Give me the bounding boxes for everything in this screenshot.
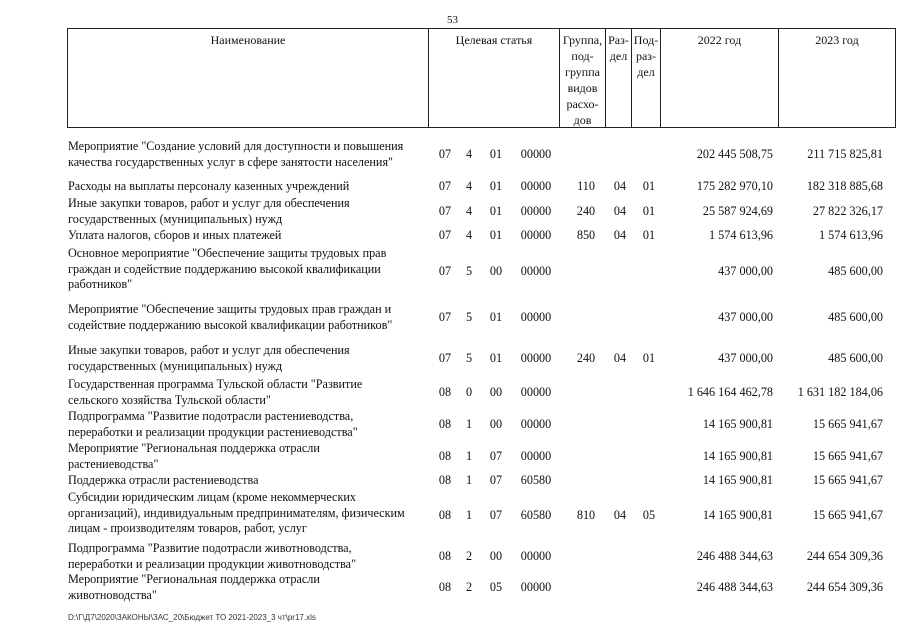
- code-event: 00: [489, 416, 503, 431]
- code-event: 01: [489, 350, 503, 365]
- table-row: [0, 572, 905, 603]
- header-group: [560, 28, 606, 128]
- table-row: [0, 302, 905, 333]
- row-name-line: переработки и реализации продукции растениеводства": [68, 424, 358, 439]
- code-subprogram: 1: [465, 416, 473, 431]
- row-name-line: Мероприятие "Региональная поддержка отрасли: [68, 441, 320, 455]
- table-row: [0, 441, 905, 472]
- code-direction: 00000: [520, 309, 552, 324]
- code-direction: 00000: [520, 548, 552, 563]
- amount-2022: 14 165 900,81: [702, 416, 773, 431]
- row-name: [68, 302, 428, 333]
- row-name-line: Иные закупки товаров, работ и услуг для обеспечения: [68, 196, 350, 210]
- amount-2023: 1 574 613,96: [819, 228, 883, 242]
- row-name-line: содействие поддержанию высокой квалификации работников": [68, 317, 393, 332]
- amount-2022: 175 282 970,10: [696, 179, 773, 193]
- code-direction: 60580: [520, 507, 552, 522]
- code-event: 00: [489, 384, 503, 399]
- code-direction: 00000: [520, 350, 552, 365]
- amount-2023: 15 665 941,67: [812, 507, 883, 522]
- code-event: 01: [489, 309, 503, 324]
- section-code: 04: [613, 350, 627, 365]
- row-name-line: сельского хозяйства Тульской области": [68, 392, 271, 407]
- code-event: 07: [489, 507, 503, 522]
- row-name-line: переработки и реализации продукции животноводства": [68, 556, 357, 571]
- row-name-line: лицам - производителям товаров, работ, услуг: [68, 521, 307, 535]
- header-group-line: дов: [573, 113, 592, 127]
- table-row: [0, 409, 905, 440]
- code-direction: 60580: [520, 473, 552, 487]
- row-name: [68, 228, 428, 244]
- code-subprogram: 0: [465, 384, 473, 399]
- header-subsection: [632, 28, 661, 128]
- code-subprogram: 4: [465, 228, 473, 242]
- row-name-line: качества государственных услуг в сфере занятости населения": [68, 154, 394, 169]
- table-row: [0, 490, 905, 537]
- amount-2023: 211 715 825,81: [807, 146, 883, 161]
- amount-2022: 437 000,00: [718, 263, 773, 278]
- row-name: [68, 377, 428, 408]
- row-name: [68, 409, 428, 440]
- code-program: 07: [438, 146, 452, 161]
- amount-2022: 1 646 164 462,78: [687, 384, 773, 399]
- code-program: 08: [438, 448, 452, 463]
- section-code: 04: [613, 507, 627, 522]
- header-subsection-line: Под-: [633, 33, 659, 47]
- subsection-code: 01: [642, 179, 656, 193]
- expense-group: 110: [577, 179, 595, 193]
- table-row: [0, 473, 905, 489]
- code-event: 01: [489, 203, 503, 218]
- row-name: [68, 343, 428, 374]
- code-event: 07: [489, 473, 503, 487]
- expense-group: 240: [576, 203, 596, 218]
- code-direction: 00000: [520, 228, 552, 242]
- amount-2023: 27 822 326,17: [812, 203, 883, 218]
- table-row: [0, 246, 905, 293]
- row-name-line: Расходы на выплаты персоналу казенных учреждений: [68, 179, 350, 193]
- code-program: 08: [438, 507, 452, 522]
- code-direction: 00000: [520, 263, 552, 278]
- row-name-line: животноводства": [68, 587, 157, 602]
- row-name: [68, 196, 428, 227]
- amount-2022: 1 574 613,96: [709, 228, 773, 242]
- row-name-line: Поддержка отрасли растениеводства: [68, 473, 259, 487]
- row-name-line: Подпрограмма "Развитие подотрасли растениеводства,: [68, 409, 354, 423]
- amount-2022: 14 165 900,81: [702, 448, 773, 463]
- code-program: 08: [438, 548, 452, 563]
- amount-2023: 182 318 885,68: [806, 179, 883, 193]
- code-event: 01: [489, 179, 503, 193]
- table-row: [0, 179, 905, 195]
- code-direction: 00000: [520, 146, 552, 161]
- header-group-line: группа: [565, 65, 600, 79]
- code-subprogram: 1: [465, 448, 473, 463]
- header-group-line: видов: [567, 81, 598, 95]
- subsection-code: 01: [642, 228, 656, 242]
- table-row: [0, 196, 905, 227]
- code-program: 08: [438, 416, 452, 431]
- amount-2022: 14 165 900,81: [702, 507, 773, 522]
- row-name: [68, 441, 428, 472]
- row-name-line: организаций), индивидуальным предпринимателям, физическим: [68, 505, 405, 520]
- header-year-2022: 2022 год: [661, 28, 779, 128]
- code-event: 01: [489, 146, 503, 161]
- code-subprogram: 2: [465, 579, 473, 594]
- row-name-line: Подпрограмма "Развитие подотрасли животноводства,: [68, 541, 352, 555]
- row-name-line: Мероприятие "Обеспечение защиты трудовых прав граждан и: [68, 302, 392, 316]
- amount-2022: 437 000,00: [718, 350, 773, 365]
- header-group-line: Группа,: [562, 33, 603, 47]
- row-name: [68, 473, 428, 489]
- amount-2023: 15 665 941,67: [812, 416, 883, 431]
- code-subprogram: 5: [465, 309, 473, 324]
- amount-2022: 246 488 344,63: [696, 548, 773, 563]
- amount-2022: 437 000,00: [718, 309, 773, 324]
- code-event: 05: [489, 579, 503, 594]
- row-name-line: государственных (муниципальных) нужд: [68, 211, 283, 226]
- header-section-line: дел: [609, 49, 628, 63]
- code-event: 07: [489, 448, 503, 463]
- code-program: 07: [438, 228, 452, 242]
- code-program: 07: [438, 263, 452, 278]
- code-subprogram: 4: [465, 146, 473, 161]
- expense-group: 850: [576, 228, 596, 242]
- amount-2023: 244 654 309,36: [806, 548, 883, 563]
- row-name-line: Государственная программа Тульской области "Развитие: [68, 377, 363, 391]
- expense-group: 240: [576, 350, 596, 365]
- row-name: [68, 179, 428, 195]
- code-subprogram: 1: [465, 473, 473, 487]
- row-name: [68, 246, 428, 293]
- header-name: Наименование: [67, 28, 429, 128]
- code-program: 08: [438, 384, 452, 399]
- row-name-line: Уплата налогов, сборов и иных платежей: [68, 228, 282, 242]
- code-direction: 00000: [520, 579, 552, 594]
- code-subprogram: 4: [465, 179, 473, 193]
- table-row: [0, 343, 905, 374]
- code-program: 07: [438, 309, 452, 324]
- code-subprogram: 1: [465, 507, 473, 522]
- code-direction: 00000: [520, 384, 552, 399]
- code-direction: 00000: [520, 416, 552, 431]
- header-section-line: Раз-: [608, 33, 629, 47]
- page-number: 53: [447, 14, 458, 26]
- subsection-code: 01: [642, 350, 656, 365]
- amount-2022: 246 488 344,63: [696, 579, 773, 594]
- row-name-line: Основное мероприятие "Обеспечение защиты трудовых прав: [68, 246, 387, 260]
- code-direction: 00000: [520, 203, 552, 218]
- amount-2022: 25 587 924,69: [702, 203, 773, 218]
- row-name-line: растениеводства": [68, 456, 159, 471]
- table-row: [0, 139, 905, 170]
- header-group-line: расхо-: [566, 97, 599, 111]
- code-direction: 00000: [520, 179, 552, 193]
- code-program: 07: [438, 350, 452, 365]
- section-code: 04: [613, 228, 627, 242]
- row-name-line: работников": [68, 277, 133, 291]
- code-event: 01: [489, 228, 503, 242]
- amount-2023: 485 600,00: [828, 309, 883, 324]
- amount-2022: 202 445 508,75: [696, 146, 773, 161]
- subsection-code: 01: [642, 203, 656, 218]
- row-name-line: граждан и содействие поддержанию высокой квалификации: [68, 261, 381, 276]
- header-target: Целевая статья: [429, 28, 560, 128]
- header-group-line: под-: [571, 49, 594, 63]
- code-subprogram: 5: [465, 263, 473, 278]
- code-program: 08: [438, 579, 452, 594]
- table-row: [0, 377, 905, 408]
- table-row: [0, 228, 905, 244]
- code-program: 07: [438, 179, 452, 193]
- code-program: 08: [438, 473, 452, 487]
- code-direction: 00000: [520, 448, 552, 463]
- row-name: [68, 139, 428, 170]
- code-event: 00: [489, 548, 503, 563]
- amount-2023: 15 665 941,67: [812, 473, 883, 487]
- table-header: [67, 28, 896, 128]
- code-subprogram: 5: [465, 350, 473, 365]
- amount-2023: 485 600,00: [828, 263, 883, 278]
- code-program: 07: [438, 203, 452, 218]
- section-code: 04: [613, 203, 627, 218]
- amount-2023: 15 665 941,67: [812, 448, 883, 463]
- row-name-line: Иные закупки товаров, работ и услуг для обеспечения: [68, 343, 350, 357]
- code-event: 00: [489, 263, 503, 278]
- expense-group: 810: [576, 507, 596, 522]
- table-row: [0, 541, 905, 572]
- header-year-2023: 2023 год: [779, 28, 896, 128]
- row-name: [68, 490, 428, 537]
- code-subprogram: 2: [465, 548, 473, 563]
- amount-2023: 485 600,00: [828, 350, 883, 365]
- amount-2022: 14 165 900,81: [702, 473, 773, 487]
- amount-2023: 1 631 182 184,06: [797, 384, 883, 399]
- row-name: [68, 572, 428, 603]
- row-name: [68, 541, 428, 572]
- row-name-line: государственных (муниципальных) нужд: [68, 358, 283, 373]
- row-name-line: Мероприятие "Региональная поддержка отрасли: [68, 572, 320, 586]
- header-subsection-line: раз-: [635, 49, 657, 63]
- row-name-line: Мероприятие "Создание условий для доступности и повышения: [68, 139, 404, 153]
- header-subsection-line: дел: [637, 65, 655, 79]
- file-path-footer: D:\Г\Д7\2020\ЗАКОНЫ\ЗАС_20\Бюджет ТО 2021-2023_3 чт\pr17.xls: [68, 613, 316, 622]
- subsection-code: 05: [642, 507, 656, 522]
- section-code: 04: [613, 179, 627, 193]
- amount-2023: 244 654 309,36: [806, 579, 883, 594]
- code-subprogram: 4: [465, 203, 473, 218]
- row-name-line: Субсидии юридическим лицам (кроме некоммерческих: [68, 490, 356, 504]
- header-section: [606, 28, 632, 128]
